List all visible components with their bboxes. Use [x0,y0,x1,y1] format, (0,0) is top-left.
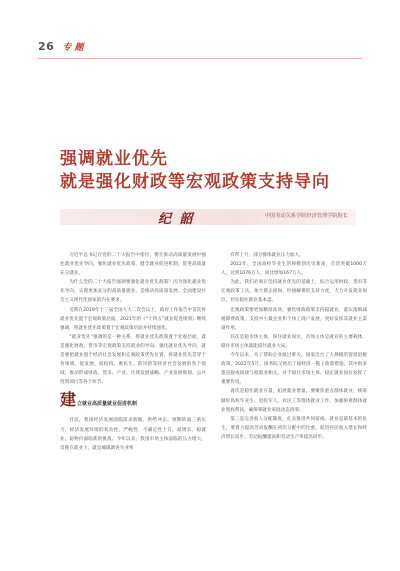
author-name: 纪 韶 [158,212,195,227]
paragraph: 为什么党的二十大报告强调要强化就业优先政策？因为强化就业优先导向，实现更加充分的高质量就业，是推动高质量发展、全面建设社会主义现代化国家的内在要求。 [60,280,206,304]
title-line-1: 强调就业优先 [60,149,168,169]
paragraph: “就业优先”强调的是一种关系，将就业优先政策置于宏观层面，就是强化财政、货币等宏观政策支持就业的导向。强化就业优先导向，就是要把就业置于经济社会发展和宏观政策优先位置，将就业优先贯穿于各领域、促发展、稳结构、惠民生、防风险等经济社会发展的各个领域，推动形成财政、货币、产业、区域发展战略、产业发展规划、公共投资项目等各个环节。 [60,334,206,386]
right-column [221,251,367,442]
article-title [60,148,360,194]
section-subheading [60,391,206,413]
header-divider [38,58,362,59]
paragraph: 近期在2019年十三届全国人大二次会议上，政府工作报告中首次将就业优先置于宏观政策层面。2021年的《“十四五”就业促进规划》继续强调，将就业优先政策置于宏观政策层面并持续强化。 [60,307,206,331]
section-label: 专 题 [62,43,84,53]
paragraph: 其次是稳市场主体，保住就业岗位。市场主体是就业的主要载体，稳住市场主体就能稳住就业大局。 [221,334,367,349]
paragraph: 宏观政策要更加精准高效。强化财政政策支持稳就业，落实落细减税降费政策，支持中小微企业和个体工商户发展，更好发挥其就业主渠道作用。 [221,307,367,331]
subheading-initial: 建 [60,390,77,410]
page-header [38,40,83,56]
left-column [60,251,206,453]
paragraph: 习近平总书记在党的二十大报告中指出，要在推动高质量发展中强化就业优先导向，强化就业优先政策，健全就业促进机制，促进高质量充分就业。 [60,253,206,277]
author-band [60,209,356,225]
paragraph: 为此，我们必须在坚持就业优先的基础上，综合运用财政、货币等宏观政策工具，加大援企稳岗、纾困解难的支持力度，大力开发就业岗位，切实稳住就业基本盘。 [221,280,367,304]
paragraph: 目前，我国经济发展面临需求收缩、供给冲击、预期转弱三重压力，经济发展环境的复杂性、严峻性、不确定性上升，稳增长、稳就业、稳物价面临新的挑战。今年以来，我国市场主体面临的压力增大，反映在就业上，就是城镇调查失业率 [60,418,206,451]
paragraph: 有所上升，部分群体就业压力加大。 [230,253,304,258]
paragraph: 再次是稳住就业存量，拓展就业增量。要聚焦重点群体就业，统筹做好高校毕业生、退役军人、农民工等群体就业工作，加强困难群体就业兜底帮扶，确保零就业家庭动态清零。 [221,389,367,413]
paragraph: 2022年，全国高校毕业生的规模创历史新高，首次突破1000万人，达到1076万人，同比增加167万人。 [221,262,367,277]
page-number: 26 [38,40,55,53]
author-affiliation: 中国劳动关系学院经济管理学院院长 [264,213,348,219]
paragraph: 今年以来，为了帮助企业渡过难关，国家出台了大规模的留抵退税政策。2022年5月，国务院又推出了稳经济一揽子政策措施，其中很多都直接或间接与稳就业相关，对于稳住市场主体、稳定就业岗位发挥了重要作用。 [221,353,367,386]
title-line-2: 就是强化财政等宏观政策支持导向 [60,172,330,192]
subheading-text: 立就业高质量就业促进机制 [77,401,138,408]
paragraph: 第三是完善收入分配制度，扎实推进共同富裕。就业是最基本的民生，要着力提高劳动报酬在初次分配中的比重，促进居民收入增长和经济增长同步、劳动报酬提高和劳动生产率提高同步。 [221,416,367,440]
